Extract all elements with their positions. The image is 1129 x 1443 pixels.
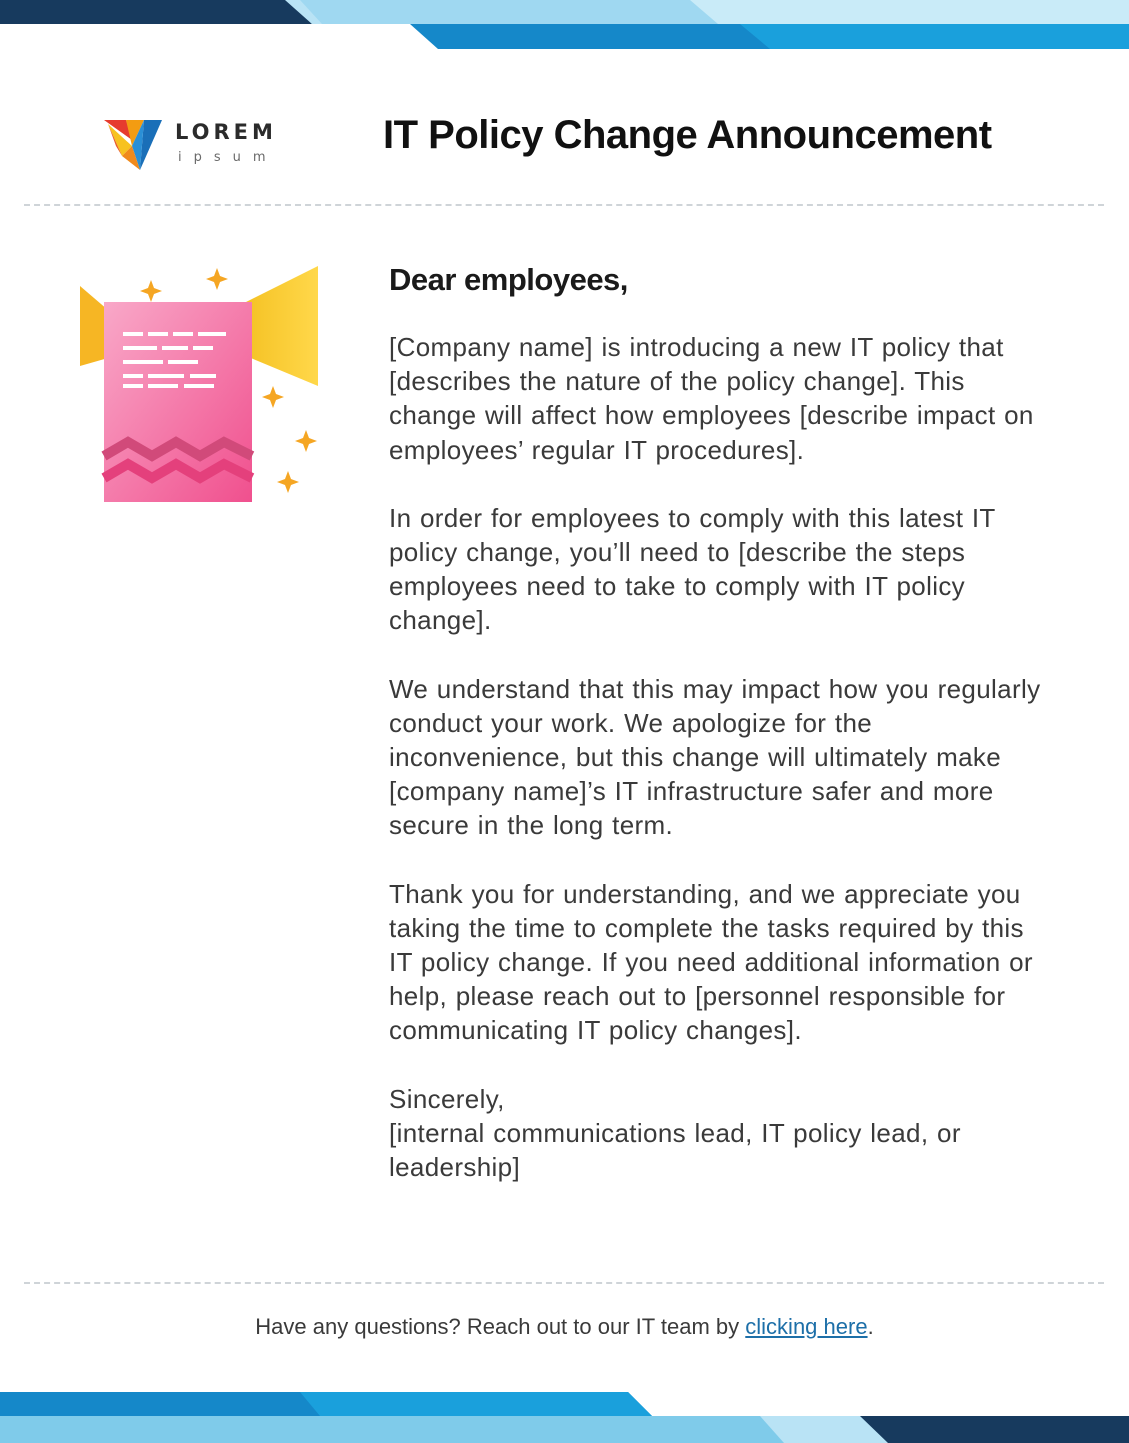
brand-logo — [104, 116, 278, 176]
contact-it-link[interactable]: clicking here — [745, 1314, 868, 1339]
paragraph-line: We understand that this may impact how you regularly — [389, 673, 1041, 704]
logo-mark-icon — [104, 116, 164, 172]
footer-suffix: . — [867, 1314, 874, 1339]
signature-line: [internal communications lead, IT policy lead, or — [389, 1117, 961, 1148]
paragraph-line: employees need to take to comply with IT policy — [389, 571, 966, 602]
paragraph-line: [describes the nature of the policy change]. This — [389, 366, 965, 397]
paragraph-line: communicating IT policy changes]. — [389, 1015, 802, 1046]
letter-paragraph — [389, 501, 1089, 638]
paragraph-line: Thank you for understanding, and we appreciate you — [389, 878, 1021, 909]
header-divider — [24, 204, 1104, 206]
paragraph-line: policy change, you’ll need to [describe the steps — [389, 537, 966, 568]
letter-signoff — [389, 1082, 1089, 1185]
paragraph-line: change]. — [389, 605, 492, 636]
footer-text: Have any questions? Reach out to our IT team by — [255, 1314, 746, 1339]
paragraph-line: inconvenience, but this change will ultimately make — [389, 742, 1002, 773]
bottom-decorative-band — [0, 1380, 1129, 1443]
closing-line: Sincerely, — [389, 1083, 505, 1114]
letter-paragraph — [389, 877, 1089, 1048]
logo-tagline: ipsum — [178, 150, 278, 165]
logo-wordmark: LOREM — [175, 120, 277, 144]
paragraph-line: secure in the long term. — [389, 810, 674, 841]
announcement-receipt-megaphone-icon — [76, 262, 324, 506]
footer-contact — [0, 1314, 1129, 1340]
letter-paragraph — [389, 672, 1089, 843]
letter-paragraph — [389, 330, 1089, 467]
paragraph-line: employees’ regular IT procedures]. — [389, 434, 805, 465]
letter-greeting: Dear employees, — [389, 262, 628, 297]
paragraph-line: [company name]’s IT infrastructure safer and more — [389, 776, 994, 807]
paragraph-line: change will affect how employees [describe impact on — [389, 400, 1034, 431]
top-decorative-band — [0, 0, 1129, 60]
letter-body — [389, 262, 1089, 1218]
page-title: IT Policy Change Announcement — [383, 113, 992, 157]
signature-line: leadership] — [389, 1152, 521, 1183]
paragraph-line: In order for employees to comply with this latest IT — [389, 502, 996, 533]
footer-divider — [24, 1282, 1104, 1284]
paragraph-line: [Company name] is introducing a new IT policy that — [389, 332, 1004, 362]
paragraph-line: help, please reach out to [personnel responsible for — [389, 981, 1006, 1012]
paragraph-line: conduct your work. We apologize for the — [389, 707, 873, 738]
paragraph-line: IT policy change. If you need additional information or — [389, 947, 1033, 978]
paragraph-line: taking the time to complete the tasks required by this — [389, 912, 1024, 943]
